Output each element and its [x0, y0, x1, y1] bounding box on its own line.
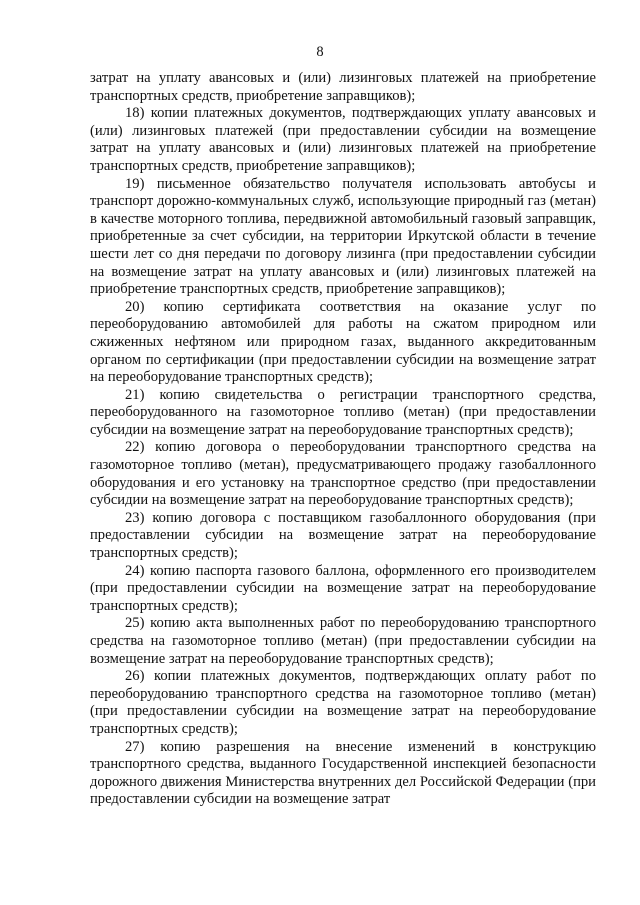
list-item-27: 27) копию разрешения на внесение изменений в конструкцию транспортного средства, выданного Государственной инспекцией безопасности дорожного движения Министерства внутренних дел Российской Федерации (при предоставлении субсидии на возмещение затрат [90, 738, 596, 808]
paragraph-continuation: затрат на уплату авансовых и (или) лизинговых платежей на приобретение транспортных средств, приобретение заправщиков); [90, 70, 596, 104]
list-item-19: 19) письменное обязательство получателя использовать автобусы и транспорт дорожно-коммунальных служб, использующие природный газ (метан) в качестве моторного топлива, передвижной автомобильный газовый заправщик, приобретенные за счет субсидии, на территории Иркутской области в течение шести лет со дня передачи по договору лизинга (при предоставлении субсидии на возмещение затрат на уплату авансовых и (или) лизинговых платежей на приобретение транспортных средств, приобретение заправщиков); [90, 175, 596, 298]
list-item-23: 23) копию договора с поставщиком газобаллонного оборудования (при предоставлении субсидии на возмещение затрат на переоборудование транспортных средств); [90, 509, 596, 562]
list-item-24: 24) копию паспорта газового баллона, оформленного его производителем (при предоставлении субсидии на возмещение затрат на переоборудование транспортных средств); [90, 562, 596, 614]
page-number: 8 [316, 44, 324, 60]
document-body [90, 70, 596, 809]
list-item-26: 26) копии платежных документов, подтверждающих оплату работ по переоборудованию транспортного средства на газомоторное топливо (метан) (при предоставлении субсидии на возмещение затрат на переоборудование транспортных средств); [90, 668, 596, 737]
list-item-20: 20) копию сертификата соответствия на оказание услуг по переоборудованию автомобилей для работы на сжатом природном или сжиженных нефтяном или природном газах, выданного аккредитованным органом по сертификации (при предоставлении субсидии на возмещение затрат на переоборудование транспортных средств); [90, 298, 596, 386]
list-item-21: 21) копию свидетельства о регистрации транспортного средства, переоборудованного на газомоторное топливо (метан) (при предоставлении субсидии на возмещение затрат на переоборудование транспортных средств); [90, 386, 596, 438]
list-item-18: 18) копии платежных документов, подтверждающих уплату авансовых и (или) лизинговых платежей (при предоставлении субсидии на возмещение затрат на уплату авансовых и (или) лизинговых платежей на приобретение транспортных средств, приобретение заправщиков); [90, 105, 596, 174]
list-item-25: 25) копию акта выполненных работ по переоборудованию транспортного средства на газомоторное топливо (метан) (при предоставлении субсидии на возмещение затрат на переоборудование транспортных средств); [90, 615, 596, 667]
list-item-22: 22) копию договора о переоборудовании транспортного средства на газомоторное топливо (метан), предусматривающего продажу газобаллонного оборудования и его установку на транспортное средство (при предоставлении субсидии на возмещение затрат на переоборудование транспортных средств); [90, 439, 596, 509]
